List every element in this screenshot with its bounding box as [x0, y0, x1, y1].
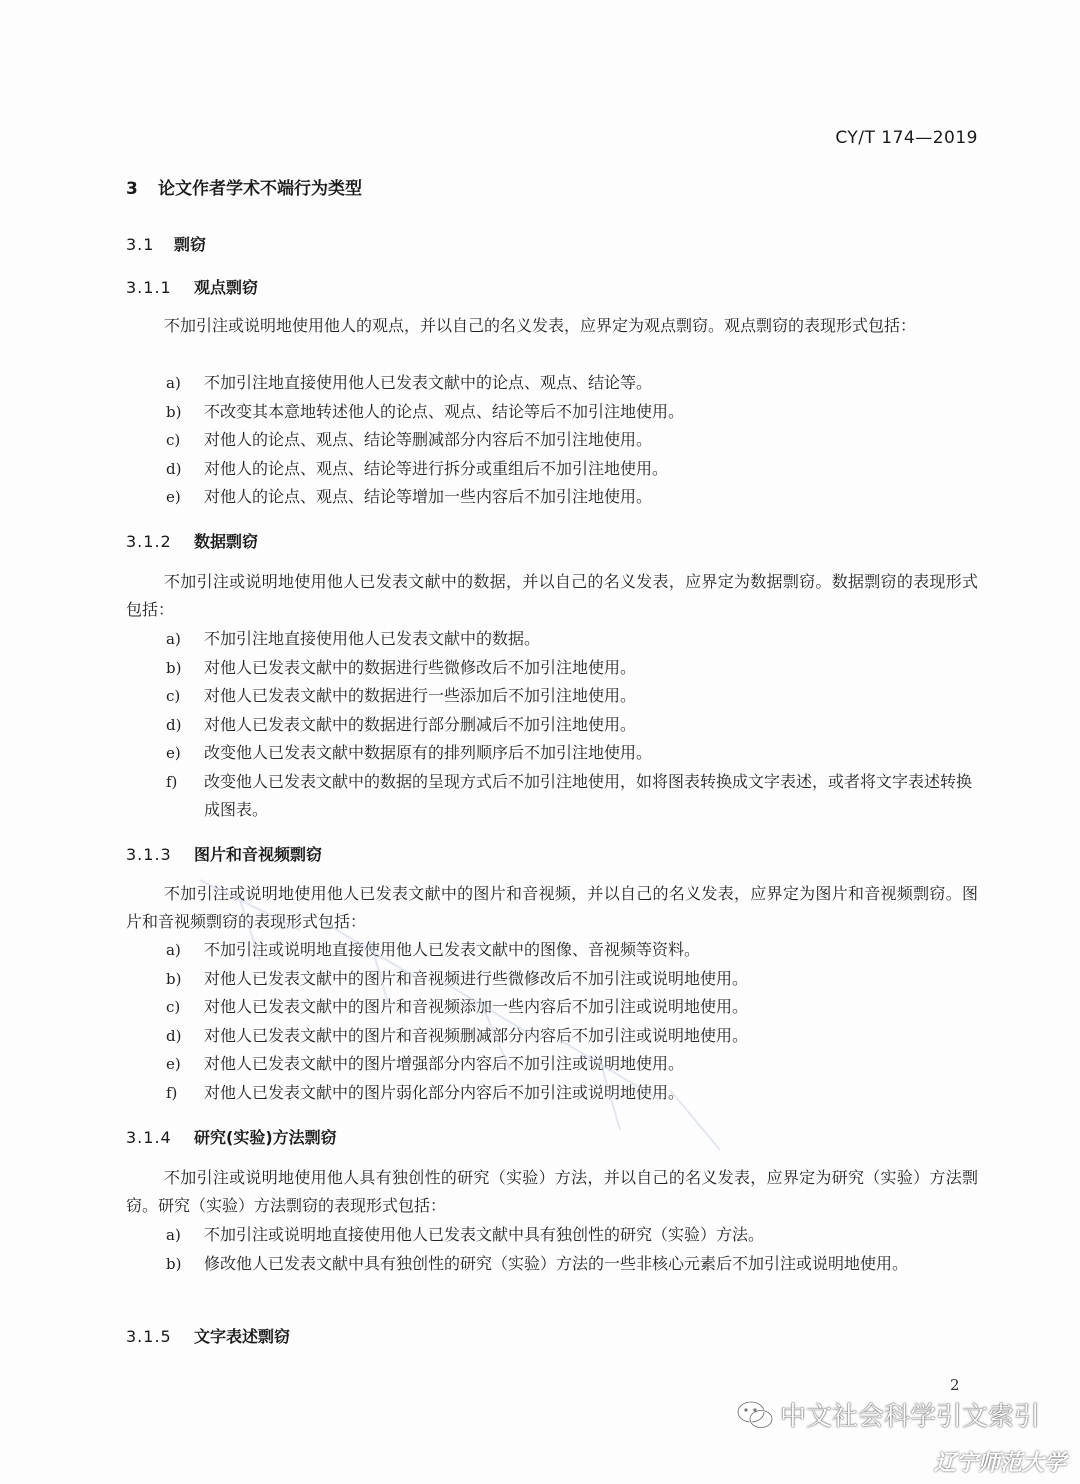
list-marker: f)	[166, 1083, 178, 1102]
list-marker: b)	[166, 658, 182, 677]
list-item	[126, 483, 978, 512]
list-marker: e)	[166, 1055, 181, 1073]
list-text: 对他人已发表文献中的图片和音视频进行些微修改后不加引注或说明地使用。	[204, 968, 749, 988]
wechat-icon	[736, 1400, 774, 1430]
list-marker: b)	[166, 969, 182, 988]
section-title: 文字表述剽窃	[194, 1327, 291, 1346]
list-item	[126, 1250, 978, 1279]
list-marker: e)	[166, 488, 181, 506]
list-text: 不加引注或说明地直接使用他人已发表文献中的图像、音视频等资料。	[204, 940, 701, 959]
list-text: 改变他人已发表文献中的数据的呈现方式后不加引注地使用，如将图表转换成文字表述，或者将文字表述转换成图表。	[204, 771, 973, 819]
list-text: 改变他人已发表文献中数据原有的排列顺序后不加引注地使用。	[204, 743, 653, 762]
list-marker: b)	[166, 402, 182, 421]
list-marker: c)	[166, 687, 181, 705]
list-text: 对他人已发表文献中的数据进行一些添加后不加引注地使用。	[204, 686, 637, 705]
list-marker: d)	[166, 1026, 182, 1045]
list-marker: d)	[166, 715, 182, 734]
list-item	[126, 965, 978, 994]
section-3-1-2-heading	[126, 529, 258, 552]
section-3-1-4-list	[126, 1221, 978, 1278]
section-number: 3.1.2	[126, 532, 172, 551]
list-item	[126, 682, 978, 711]
section-title: 研究(实验)方法剽窃	[194, 1128, 337, 1147]
list-item	[126, 1221, 978, 1250]
section-3-1-3-paragraph: 不加引注或说明地使用他人已发表文献中的图片和音视频，并以自己的名义发表，应界定为图片和音视频剽窃。图片和音视频剽窃的表现形式包括：	[126, 884, 978, 931]
section-title: 剽窃	[174, 235, 207, 254]
section-3-1-2-list	[126, 625, 978, 825]
list-text: 对他人已发表文献中的数据进行些微修改后不加引注地使用。	[204, 657, 637, 677]
list-marker: a)	[166, 374, 181, 392]
list-marker: c)	[166, 998, 181, 1016]
section-3-1-4-paragraph: 不加引注或说明地使用他人具有独创性的研究（实验）方法，并以自己的名义发表，应界定为研究（实验）方法剽窃。研究（实验）方法剽窃的表现形式包括：	[126, 1168, 978, 1215]
channel-watermark-text: 中文社会科学引文索引	[780, 1402, 1041, 1432]
list-text: 对他人已发表文献中的图片弱化部分内容后不加引注或说明地使用。	[204, 1082, 685, 1102]
list-text: 不改变其本意地转述他人的论点、观点、结论等后不加引注地使用。	[204, 401, 685, 421]
standard-code: CY/T 174—2019	[835, 128, 978, 148]
list-item	[126, 739, 978, 768]
section-3-1-3-list	[126, 936, 978, 1107]
list-marker: b)	[166, 1254, 182, 1273]
list-marker: a)	[166, 630, 181, 648]
list-item	[126, 768, 978, 825]
list-text: 对他人已发表文献中的数据进行部分删减后不加引注地使用。	[204, 714, 637, 734]
list-text: 不加引注地直接使用他人已发表文献中的数据。	[204, 629, 541, 648]
section-title: 论文作者学术不端行为类型	[158, 179, 362, 199]
list-item	[126, 1050, 978, 1079]
list-marker: d)	[166, 459, 182, 478]
section-3-1-3-heading	[126, 842, 322, 865]
section-number: 3.1.3	[126, 845, 172, 864]
section-number: 3	[126, 179, 138, 199]
section-3-1-5-heading	[126, 1324, 290, 1347]
list-item	[126, 654, 978, 683]
section-title: 观点剽窃	[194, 278, 259, 297]
section-number: 3.1.4	[126, 1128, 172, 1147]
list-marker: c)	[166, 431, 181, 449]
list-item	[126, 426, 978, 455]
section-3-1-heading	[126, 232, 206, 255]
channel-watermark	[736, 1396, 1040, 1433]
list-text: 对他人的论点、观点、结论等进行拆分或重组后不加引注地使用。	[204, 458, 669, 478]
list-item	[126, 936, 978, 965]
list-item	[126, 369, 978, 398]
section-3-1-4-heading	[126, 1125, 337, 1148]
section-title: 数据剽窃	[194, 532, 259, 551]
section-number: 3.1	[126, 235, 155, 254]
list-item	[126, 711, 978, 740]
list-item	[126, 625, 978, 654]
section-3-1-1-list	[126, 369, 978, 512]
section-3-1-1-heading	[126, 275, 258, 298]
list-text: 不加引注地直接使用他人已发表文献中的论点、观点、结论等。	[204, 373, 653, 392]
list-item	[126, 1022, 978, 1051]
list-marker: e)	[166, 744, 181, 762]
section-number: 3.1.1	[126, 278, 172, 297]
page-number: 2	[950, 1376, 960, 1394]
list-item	[126, 993, 978, 1022]
section-3-1-1-paragraph: 不加引注或说明地使用他人的观点，并以自己的名义发表，应界定为观点剽窃。观点剽窃的表现形式包括：	[164, 316, 917, 335]
section-number: 3.1.5	[126, 1327, 172, 1346]
list-marker: a)	[166, 941, 181, 959]
section-title: 图片和音视频剽窃	[194, 845, 323, 864]
list-item	[126, 398, 978, 427]
list-item	[126, 1079, 978, 1108]
list-text: 对他人已发表文献中的图片增强部分内容后不加引注或说明地使用。	[204, 1054, 685, 1073]
list-text: 不加引注或说明地直接使用他人已发表文献中具有独创性的研究（实验）方法。	[204, 1225, 765, 1244]
list-text: 修改他人已发表文献中具有独创性的研究（实验）方法的一些非核心元素后不加引注或说明地使用。	[204, 1253, 909, 1273]
section-3-1-2-paragraph: 不加引注或说明地使用他人已发表文献中的数据，并以自己的名义发表，应界定为数据剽窃。数据剽窃的表现形式包括：	[126, 572, 978, 619]
list-item	[126, 455, 978, 484]
list-marker: f)	[166, 772, 178, 791]
list-text: 对他人的论点、观点、结论等增加一些内容后不加引注地使用。	[204, 487, 653, 506]
list-marker: a)	[166, 1226, 181, 1244]
list-text: 对他人已发表文献中的图片和音视频添加一些内容后不加引注或说明地使用。	[204, 997, 749, 1016]
section-3-heading	[126, 174, 362, 199]
list-text: 对他人已发表文献中的图片和音视频删减部分内容后不加引注或说明地使用。	[204, 1025, 749, 1045]
list-text: 对他人的论点、观点、结论等删减部分内容后不加引注地使用。	[204, 430, 653, 449]
school-watermark: 辽宁师范大学	[933, 1451, 1066, 1476]
